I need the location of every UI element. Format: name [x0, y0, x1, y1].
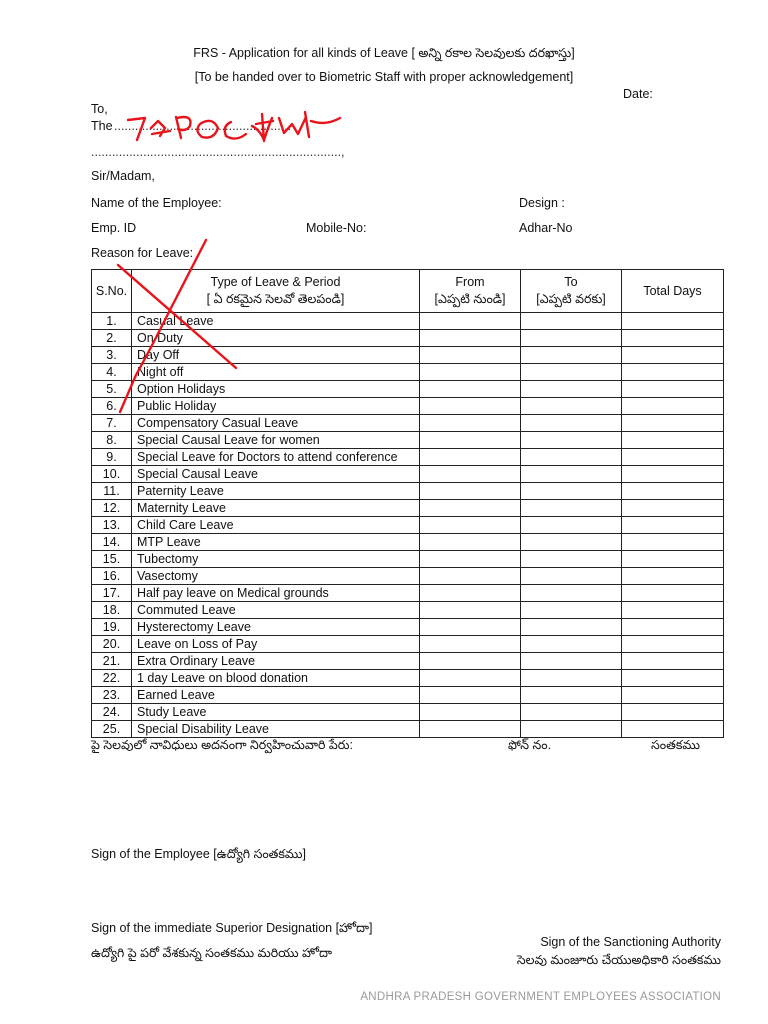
- date-label: Date:: [623, 87, 653, 101]
- address-dots-line1: ...................................................: [114, 119, 292, 133]
- row-to-cell[interactable]: [521, 449, 622, 466]
- header-to-line1: To: [564, 275, 578, 289]
- table-row: [92, 449, 724, 466]
- row-total-days-cell[interactable]: [622, 313, 724, 330]
- row-leave-type: Leave on Loss of Pay: [132, 636, 420, 653]
- table-row: [92, 687, 724, 704]
- row-leave-type: MTP Leave: [132, 534, 420, 551]
- header-to: [521, 270, 622, 313]
- header-total-days: Total Days: [622, 270, 724, 313]
- table-row: [92, 602, 724, 619]
- row-to-cell[interactable]: [521, 534, 622, 551]
- phone-label: ఫోన్ నం.: [508, 738, 552, 752]
- row-leave-type: Special Causal Leave for women: [132, 432, 420, 449]
- row-sno: 23.: [92, 687, 132, 704]
- row-sno: 21.: [92, 653, 132, 670]
- row-from-cell[interactable]: [420, 313, 521, 330]
- row-sno: 16.: [92, 568, 132, 585]
- address-dots-line2: ........................................................................,: [91, 145, 345, 159]
- row-to-cell[interactable]: [521, 602, 622, 619]
- row-total-days-cell[interactable]: [622, 500, 724, 517]
- row-total-days-cell[interactable]: [622, 585, 724, 602]
- row-to-cell[interactable]: [521, 500, 622, 517]
- row-leave-type: Study Leave: [132, 704, 420, 721]
- row-to-cell[interactable]: [521, 313, 622, 330]
- row-to-cell[interactable]: [521, 364, 622, 381]
- footer-association: ANDHRA PRADESH GOVERNMENT EMPLOYEES ASSOCIATION: [360, 991, 721, 1003]
- row-sno: 6.: [92, 398, 132, 415]
- row-to-cell[interactable]: [521, 687, 622, 704]
- table-row: [92, 636, 724, 653]
- row-total-days-cell[interactable]: [622, 381, 724, 398]
- table-row: [92, 330, 724, 347]
- row-to-cell[interactable]: [521, 330, 622, 347]
- row-total-days-cell[interactable]: [622, 619, 724, 636]
- table-row: [92, 347, 724, 364]
- row-total-days-cell[interactable]: [622, 364, 724, 381]
- header-sno: S.No.: [92, 270, 132, 313]
- header-from-line1: From: [455, 275, 485, 289]
- row-total-days-cell[interactable]: [622, 534, 724, 551]
- table-row: [92, 415, 724, 432]
- header-from-line2: [ఎప్పటి నుండి]: [434, 292, 506, 306]
- row-total-days-cell[interactable]: [622, 687, 724, 704]
- row-leave-type: Child Care Leave: [132, 517, 420, 534]
- table-row: [92, 398, 724, 415]
- row-sno: 18.: [92, 602, 132, 619]
- row-from-cell[interactable]: [420, 670, 521, 687]
- row-leave-type: Maternity Leave: [132, 500, 420, 517]
- table-row: [92, 364, 724, 381]
- row-leave-type: 1 day Leave on blood donation: [132, 670, 420, 687]
- row-to-cell[interactable]: [521, 466, 622, 483]
- table-header-row: [92, 270, 724, 313]
- superior-signature-label: Sign of the immediate Superior Designation [హోదా]: [91, 921, 373, 935]
- row-from-cell[interactable]: [420, 449, 521, 466]
- row-total-days-cell[interactable]: [622, 704, 724, 721]
- row-total-days-cell[interactable]: [622, 415, 724, 432]
- row-to-cell[interactable]: [521, 704, 622, 721]
- mobile-label: Mobile-No:: [306, 221, 367, 235]
- header-type-line1: Type of Leave & Period: [210, 275, 341, 289]
- row-to-cell[interactable]: [521, 432, 622, 449]
- table-row: [92, 585, 724, 602]
- row-total-days-cell[interactable]: [622, 466, 724, 483]
- row-from-cell[interactable]: [420, 687, 521, 704]
- table-row: [92, 653, 724, 670]
- row-sno: 14.: [92, 534, 132, 551]
- table-row: [92, 704, 724, 721]
- row-total-days-cell[interactable]: [622, 432, 724, 449]
- row-from-cell[interactable]: [420, 330, 521, 347]
- row-leave-type: Paternity Leave: [132, 483, 420, 500]
- leave-table: [91, 269, 724, 738]
- row-sno: 7.: [92, 415, 132, 432]
- row-sno: 2.: [92, 330, 132, 347]
- row-sno: 13.: [92, 517, 132, 534]
- row-total-days-cell[interactable]: [622, 636, 724, 653]
- row-from-cell[interactable]: [420, 466, 521, 483]
- row-leave-type: On Duty: [132, 330, 420, 347]
- row-to-cell[interactable]: [521, 568, 622, 585]
- row-total-days-cell[interactable]: [622, 551, 724, 568]
- row-sno: 3.: [92, 347, 132, 364]
- row-leave-type: Night off: [132, 364, 420, 381]
- row-sno: 1.: [92, 313, 132, 330]
- form-subtitle: [To be handed over to Biometric Staff with proper acknowledgement]: [194, 70, 574, 84]
- emp-id-label: Emp. ID: [91, 221, 137, 235]
- row-leave-type: Public Holiday: [132, 398, 420, 415]
- row-leave-type: Half pay leave on Medical grounds: [132, 585, 420, 602]
- salutation: Sir/Madam,: [91, 169, 155, 183]
- row-total-days-cell[interactable]: [622, 330, 724, 347]
- table-row: [92, 568, 724, 585]
- table-row: [92, 432, 724, 449]
- row-from-cell[interactable]: [420, 534, 521, 551]
- row-from-cell[interactable]: [420, 551, 521, 568]
- header-to-line2: [ఎప్పటి వరకు]: [536, 292, 606, 306]
- row-from-cell[interactable]: [420, 704, 521, 721]
- row-from-cell[interactable]: [420, 415, 521, 432]
- row-sno: 22.: [92, 670, 132, 687]
- row-leave-type: Day Off: [132, 347, 420, 364]
- sanctioning-signature-label: Sign of the Sanctioning Authority: [540, 935, 721, 949]
- row-from-cell[interactable]: [420, 517, 521, 534]
- row-sno: 12.: [92, 500, 132, 517]
- row-sno: 25.: [92, 721, 132, 738]
- row-total-days-cell[interactable]: [622, 483, 724, 500]
- row-sno: 17.: [92, 585, 132, 602]
- row-total-days-cell[interactable]: [622, 347, 724, 364]
- table-row: [92, 534, 724, 551]
- table-row: [92, 517, 724, 534]
- row-from-cell[interactable]: [420, 585, 521, 602]
- row-sno: 24.: [92, 704, 132, 721]
- table-row: [92, 500, 724, 517]
- table-row: [92, 483, 724, 500]
- table-row: [92, 619, 724, 636]
- row-leave-type: Special Disability Leave: [132, 721, 420, 738]
- adhar-label: Adhar-No: [519, 221, 573, 235]
- row-to-cell[interactable]: [521, 653, 622, 670]
- row-total-days-cell[interactable]: [622, 517, 724, 534]
- row-leave-type: Compensatory Casual Leave: [132, 415, 420, 432]
- row-from-cell[interactable]: [420, 500, 521, 517]
- the-label: The: [91, 119, 113, 133]
- row-from-cell[interactable]: [420, 721, 521, 738]
- table-row: [92, 721, 724, 738]
- row-to-cell[interactable]: [521, 398, 622, 415]
- row-to-cell[interactable]: [521, 517, 622, 534]
- table-row: [92, 313, 724, 330]
- header-from: [420, 270, 521, 313]
- row-total-days-cell[interactable]: [622, 670, 724, 687]
- table-row: [92, 381, 724, 398]
- row-to-cell[interactable]: [521, 670, 622, 687]
- employee-signature-label: Sign of the Employee [ఉద్యోగి సంతకము]: [91, 847, 306, 861]
- row-sno: 10.: [92, 466, 132, 483]
- row-sno: 19.: [92, 619, 132, 636]
- row-to-cell[interactable]: [521, 585, 622, 602]
- form-title: FRS - Application for all kinds of Leave [ అన్ని రకాల సెలవులకు దరఖాస్తు]: [193, 46, 575, 60]
- row-total-days-cell[interactable]: [622, 449, 724, 466]
- row-from-cell[interactable]: [420, 602, 521, 619]
- substitute-label: పై సెలవులో నావిధులు అదనంగా నిర్వహించువారి పేరు:: [91, 738, 353, 752]
- to-label: To,: [91, 102, 108, 116]
- row-leave-type: Earned Leave: [132, 687, 420, 704]
- row-from-cell[interactable]: [420, 432, 521, 449]
- row-sno: 4.: [92, 364, 132, 381]
- row-sno: 8.: [92, 432, 132, 449]
- sanctioning-signature-te: సెలవు మంజూరు చేయుఅధికారి సంతకము: [516, 953, 721, 967]
- row-to-cell[interactable]: [521, 347, 622, 364]
- row-to-cell[interactable]: [521, 551, 622, 568]
- row-from-cell[interactable]: [420, 636, 521, 653]
- header-type-line2: [ ఏ రకమైన సెలవో తెలపండి]: [206, 292, 345, 306]
- row-sno: 15.: [92, 551, 132, 568]
- header-type: [132, 270, 420, 313]
- row-to-cell[interactable]: [521, 381, 622, 398]
- row-sno: 9.: [92, 449, 132, 466]
- row-from-cell[interactable]: [420, 483, 521, 500]
- row-to-cell[interactable]: [521, 721, 622, 738]
- row-sno: 11.: [92, 483, 132, 500]
- row-leave-type: Hysterectomy Leave: [132, 619, 420, 636]
- row-leave-type: Casual Leave: [132, 313, 420, 330]
- row-total-days-cell[interactable]: [622, 602, 724, 619]
- row-sno: 5.: [92, 381, 132, 398]
- row-sno: 20.: [92, 636, 132, 653]
- row-leave-type: Special Causal Leave: [132, 466, 420, 483]
- row-from-cell[interactable]: [420, 653, 521, 670]
- design-label: Design :: [519, 196, 565, 210]
- employee-name-label: Name of the Employee:: [91, 196, 222, 210]
- row-from-cell[interactable]: [420, 398, 521, 415]
- row-total-days-cell[interactable]: [622, 721, 724, 738]
- row-total-days-cell[interactable]: [622, 653, 724, 670]
- row-leave-type: Extra Ordinary Leave: [132, 653, 420, 670]
- reason-label: Reason for Leave:: [91, 246, 194, 260]
- row-to-cell[interactable]: [521, 415, 622, 432]
- row-from-cell[interactable]: [420, 619, 521, 636]
- table-row: [92, 551, 724, 568]
- row-leave-type: Vasectomy: [132, 568, 420, 585]
- row-total-days-cell[interactable]: [622, 568, 724, 585]
- row-from-cell[interactable]: [420, 364, 521, 381]
- table-row: [92, 466, 724, 483]
- row-leave-type: Commuted Leave: [132, 602, 420, 619]
- row-leave-type: Special Leave for Doctors to attend conference: [132, 449, 420, 466]
- row-from-cell[interactable]: [420, 381, 521, 398]
- row-leave-type: Option Holidays: [132, 381, 420, 398]
- superior-signature-te: ఉద్యోగి పై పరో వేశకున్న సంతకము మరియు హోదా: [91, 946, 332, 960]
- row-total-days-cell[interactable]: [622, 398, 724, 415]
- signature-label: సంతకము: [651, 738, 700, 752]
- row-from-cell[interactable]: [420, 347, 521, 364]
- row-from-cell[interactable]: [420, 568, 521, 585]
- row-leave-type: Tubectomy: [132, 551, 420, 568]
- row-to-cell[interactable]: [521, 483, 622, 500]
- row-to-cell[interactable]: [521, 636, 622, 653]
- table-row: [92, 670, 724, 687]
- row-to-cell[interactable]: [521, 619, 622, 636]
